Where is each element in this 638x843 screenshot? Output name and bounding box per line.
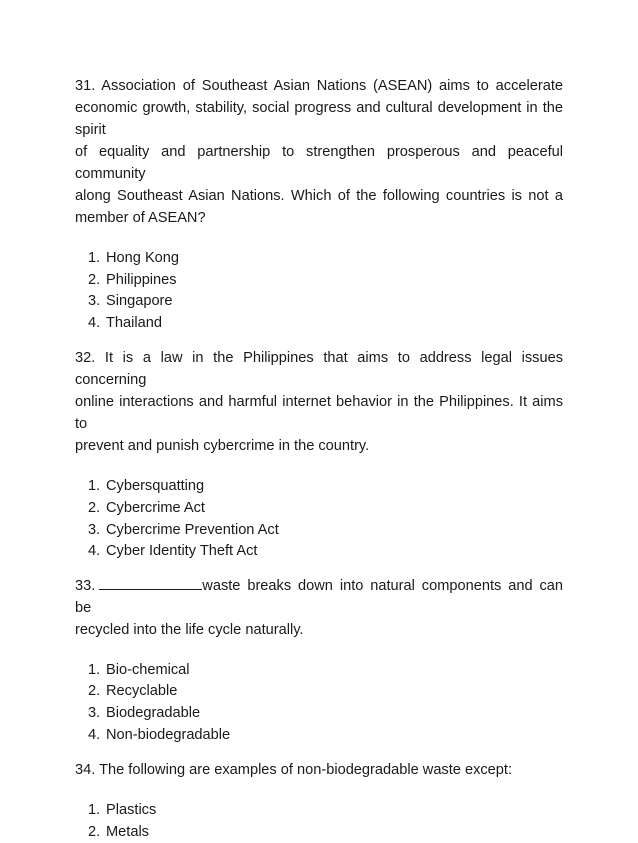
choice-item — [88, 313, 563, 335]
question-line: along Southeast Asian Nations. Which of the following countries is not a — [75, 188, 563, 204]
choice-item — [88, 800, 563, 822]
question-31-text — [75, 75, 563, 229]
choice-label: Cybersquatting — [106, 478, 205, 495]
choice-label: Hong Kong — [106, 250, 180, 266]
question-line: 31. Association of Southeast Asian Nations (ASEAN) aims to accelerate — [75, 78, 563, 94]
choice-item — [88, 725, 563, 747]
choice-list — [75, 476, 563, 562]
question-text: waste breaks down into natural components and can be — [75, 577, 563, 616]
choice-item — [88, 270, 563, 292]
choice-item — [88, 660, 563, 682]
fill-in-blank — [99, 575, 202, 590]
choice-number: 3. — [88, 704, 101, 721]
question-line: 34. The following are examples of non-biodegradable waste except: — [75, 762, 513, 779]
question-32-text — [75, 347, 563, 457]
choice-item — [88, 248, 563, 270]
choice-number: 2. — [88, 271, 101, 288]
question-34-text — [75, 759, 563, 781]
choice-list — [75, 660, 563, 746]
question-line: member of ASEAN? — [75, 210, 206, 226]
choice-number: 3. — [88, 521, 101, 538]
question-31 — [75, 75, 563, 334]
choice-number: 2. — [88, 683, 101, 700]
choice-item — [88, 541, 563, 563]
choice-number: 1. — [88, 478, 101, 495]
choice-label: Singapore — [106, 293, 173, 310]
question-34 — [75, 759, 563, 843]
choice-number: 4. — [88, 726, 101, 743]
question-line: prevent and punish cybercrime in the country. — [75, 438, 370, 455]
choice-label: Recyclable — [106, 683, 178, 700]
choice-label: Biodegradable — [106, 704, 201, 721]
choice-number: 4. — [88, 314, 101, 331]
choice-item — [88, 822, 563, 843]
choice-number: 2. — [88, 499, 101, 516]
document-page — [75, 75, 563, 843]
choice-list — [75, 248, 563, 334]
choice-item — [88, 681, 563, 703]
choice-label: Cybercrime Prevention Act — [106, 521, 279, 538]
choice-label: Non-biodegradable — [106, 726, 231, 743]
question-line — [75, 575, 563, 619]
question-line: economic growth, stability, social progress and cultural development in the spirit — [75, 100, 563, 138]
choice-label: Plastics — [106, 802, 157, 819]
choice-item — [88, 291, 563, 313]
choice-label: Philippines — [106, 271, 177, 288]
choice-number: 1. — [88, 661, 101, 678]
question-line: of equality and partnership to strengthen prosperous and peaceful community — [75, 144, 563, 182]
question-line: recycled into the life cycle naturally. — [75, 621, 304, 638]
choice-item — [88, 520, 563, 542]
question-line: 32. It is a law in the Philippines that aims to address legal issues concerning — [75, 350, 563, 389]
question-32 — [75, 347, 563, 562]
choice-item — [88, 476, 563, 498]
question-33-text — [75, 575, 563, 641]
choice-label: Cyber Identity Theft Act — [106, 543, 258, 560]
choice-item — [88, 703, 563, 725]
choice-label: Cybercrime Act — [106, 499, 205, 516]
choice-label: Metals — [106, 823, 149, 840]
question-33 — [75, 575, 563, 746]
question-number: 33. — [75, 577, 96, 594]
choice-item — [88, 498, 563, 520]
choice-label: Bio-chemical — [106, 661, 190, 678]
choice-number: 4. — [88, 543, 101, 560]
question-line: online interactions and harmful internet behavior in the Philippines. It aims to — [75, 394, 563, 433]
choice-number: 3. — [88, 293, 101, 310]
choice-number: 1. — [88, 802, 101, 819]
choice-number: 1. — [88, 250, 101, 266]
choice-label: Thailand — [106, 314, 162, 331]
choice-list — [75, 800, 563, 843]
choice-number: 2. — [88, 823, 101, 840]
